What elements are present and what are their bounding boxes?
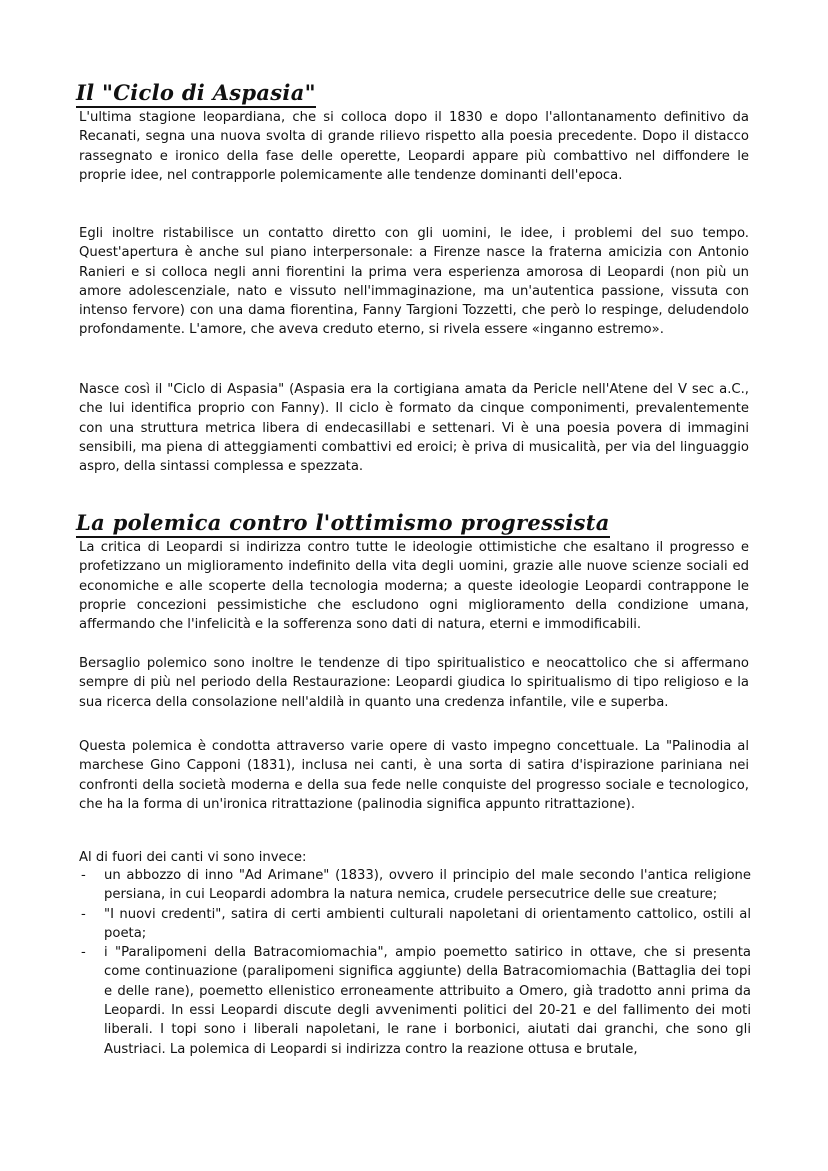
list-intro: Al di fuori dei canti vi sono invece: xyxy=(79,850,307,865)
section-title-ciclo-di-aspasia xyxy=(76,80,316,105)
list-item xyxy=(79,866,751,905)
dash-bullet-icon: - xyxy=(81,868,86,883)
paragraph: Questa polemica è condotta attraverso varie opere di vasto impegno concettuale. La "Palinodia al marchese Gino Capponi (1831), inclusa nei canti, è una sorta di satira d'ispirazione pariniana nei confronti della società moderna e della sua fede nelle conquiste del progresso sociale e tecnologico, che ha la forma di un'ironica ritrattazione (palinodia significa appunto ritrattazione). xyxy=(79,739,749,812)
list-item xyxy=(79,905,751,944)
dash-bullet-icon: - xyxy=(81,906,86,922)
paragraph: La critica di Leopardi si indirizza contro tutte le ideologie ottimistiche che esaltano il progresso e profetizzano un miglioramento indefinito della vita degli uomini, grazie alle nuove scienze sociali ed economiche e alle scoperte della tecnologia moderna; a queste ideologie Leopardi contrappone le proprie concezioni pessimistiche che escludono ogni miglioramento della condizione umana, affermando che l'infelicità e la sofferenza sono dati di natura, eterni e immodificabili. xyxy=(79,540,749,633)
paragraph: L'ultima stagione leopardiana, che si colloca dopo il 1830 e dopo l'allontanamento definitivo da Recanati, segna una nuova svolta di grande rilievo rispetto alla poesia precedente. Dopo il distacco rassegnato e ironico della fase delle operette, Leopardi appare più combattivo nel diffondere le proprie idee, nel contrapporle polemicamente alle tendenze dominanti dell'epoca. xyxy=(79,110,749,183)
paragraph: Nasce così il "Ciclo di Aspasia" (Aspasia era la cortigiana amata da Pericle nell'Atene del V sec a.C., che lui identifica proprio con Fanny). Il ciclo è formato da cinque componimenti, prevalentemente con una struttura metrica libera di endecasillabi e settenari. Vi è una poesia povera di immagini sensibili, ma piena di atteggiamenti combattivi ed eroici; è priva di musicalità, per via del linguaggio aspro, della sintassi complessa e spezzata. xyxy=(79,382,749,475)
dash-bullet-icon: - xyxy=(81,945,86,961)
section-title-text: La polemica contro l'ottimismo progressista xyxy=(76,510,610,535)
section-title-polemica xyxy=(76,510,610,535)
works-list xyxy=(79,866,751,1059)
section-title-text: Il "Ciclo di Aspasia" xyxy=(76,80,316,105)
list-item-text: i "Paralipomeni della Batracomiomachia", ampio poemetto satirico in ottave, che si presenta come continuazione (paralipomeni significa aggiunte) della Batracomiomachia (Battaglia dei topi e delle rane), poemetto ellenistico erroneamente attribuito a Omero, già tradotto anni prima da Leopardi. In essi Leopardi discute degli avvenimenti politici del 20-21 e del fallimento dei moti liberali. I topi sono i liberali napoletani, le rane i borbonici, aiutati dai granchi, che sono gli Austriaci. La polemica di Leopardi si indirizza contro la reazione ottusa e brutale, xyxy=(104,945,751,1057)
paragraph: Egli inoltre ristabilisce un contatto diretto con gli uomini, le idee, i problemi del suo tempo. Quest'apertura è anche sul piano interpersonale: a Firenze nasce la fraterna amicizia con Antonio Ranieri e si colloca negli anni fiorentini la prima vera esperienza amorosa di Leopardi (non più un amore adolescenziale, nato e vissuto nell'immaginazione, ma un'autentica passione, vissuta con intenso fervore) con una dama fiorentina, Fanny Targioni Tozzetti, che però lo respinge, deludendolo profondamente. L'amore, che aveva creduto eterno, si rivela essere «inganno estremo». xyxy=(79,226,749,338)
list-item xyxy=(79,943,751,1059)
list-item-text: "I nuovi credenti", satira di certi ambienti culturali napoletani di orientamento cattolico, ostili al poeta; xyxy=(104,906,751,941)
list-item-text: un abbozzo di inno "Ad Arimane" (1833), ovvero il principio del male secondo l'antica religione persiana, in cui Leopardi adombra la natura nemica, crudele persecutrice delle sue creature; xyxy=(104,868,751,903)
paragraph: Bersaglio polemico sono inoltre le tendenze di tipo spiritualistico e neocattolico che si affermano sempre di più nel periodo della Restaurazione: Leopardi giudica lo spiritualismo di tipo religioso e la sua ricerca della consolazione nell'aldilà in quanto una credenza infantile, vile e superba. xyxy=(79,656,749,710)
